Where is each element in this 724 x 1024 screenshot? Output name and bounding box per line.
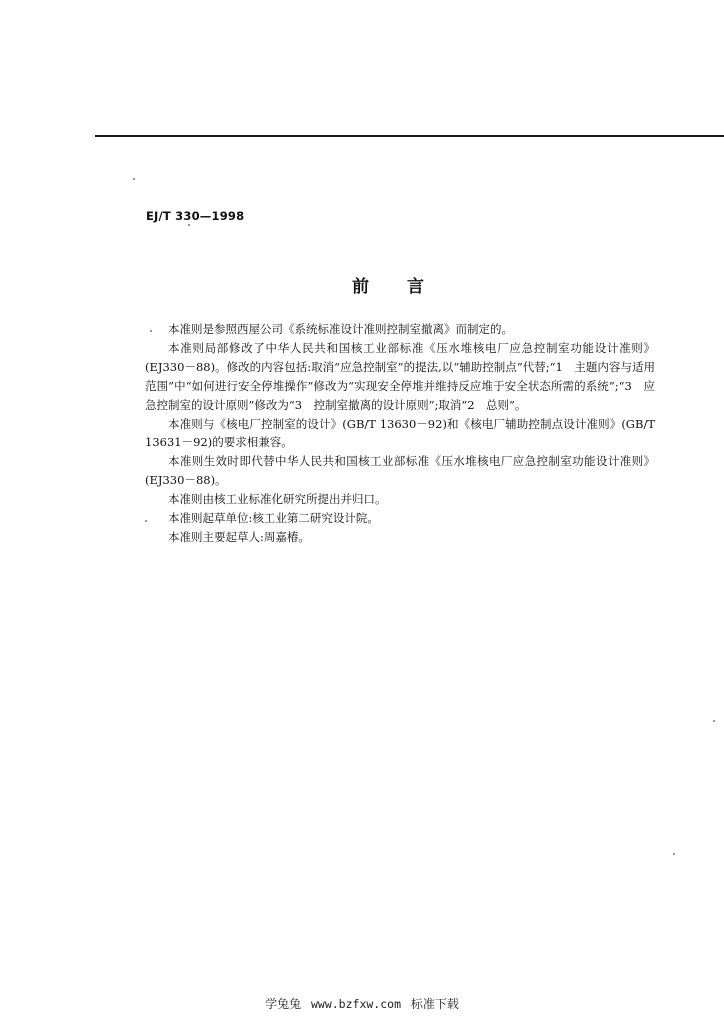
paragraph-proposer: 本准则由核工业标准化研究所提出并归口。 (168, 492, 387, 507)
paragraph-reference: 本准则是参照西屋公司《系统标准设计准则控制室撤离》而制定的。 (168, 322, 513, 336)
scan-speck (145, 520, 147, 522)
paragraph-compatibility: 本准则与《核电厂控制室的设计》(GB/T 13630－92)和《核电厂辅助控制点设计准则》(GB/T 13631－92)的要求相兼容。 (145, 416, 655, 450)
scan-speck (713, 720, 715, 722)
paragraph-drafting-unit: 本准则起草单位:核工业第二研究设计院。 (168, 511, 379, 526)
footer-tagline: 标准下载 (410, 997, 459, 1011)
header-rule (95, 135, 724, 137)
paragraph-drafter: 本准则主要起草人:周嘉椿。 (168, 529, 310, 544)
footer-watermark (0, 995, 724, 1012)
standard-code: EJ/T 330—1998 (146, 209, 245, 223)
footer-site-url[interactable]: www.bzfxw.com (310, 997, 401, 1011)
scan-speck (673, 853, 675, 855)
page-title: 前言 (352, 277, 462, 297)
paragraph-supersedes: 本准则生效时即代替中华人民共和国核工业部标准《压水堆核电厂应急控制室功能设计准则》(EJ330－88)。 (145, 454, 655, 488)
scan-speck (188, 224, 190, 226)
foreword-body (145, 320, 655, 547)
footer-site-name: 学兔兔 (265, 997, 302, 1011)
scan-speck (133, 178, 135, 180)
scan-speck (150, 330, 152, 332)
paragraph-modifications: 本准则局部修改了中华人民共和国核工业部标准《压水堆核电厂应急控制室功能设计准则》(EJ330－88)。修改的内容包括:取消“应急控制室”的提法,以“辅助控制点”代替;“1 主题内容与适用范围”中“如何进行安全停堆操作”修改为“实现安全停堆并维持反应堆于安全状态所需的系统”;“3 应急控制室的设计原则”修改为“3 控制室撤离的设计原则”;取消“2 总则”。 (145, 340, 655, 412)
